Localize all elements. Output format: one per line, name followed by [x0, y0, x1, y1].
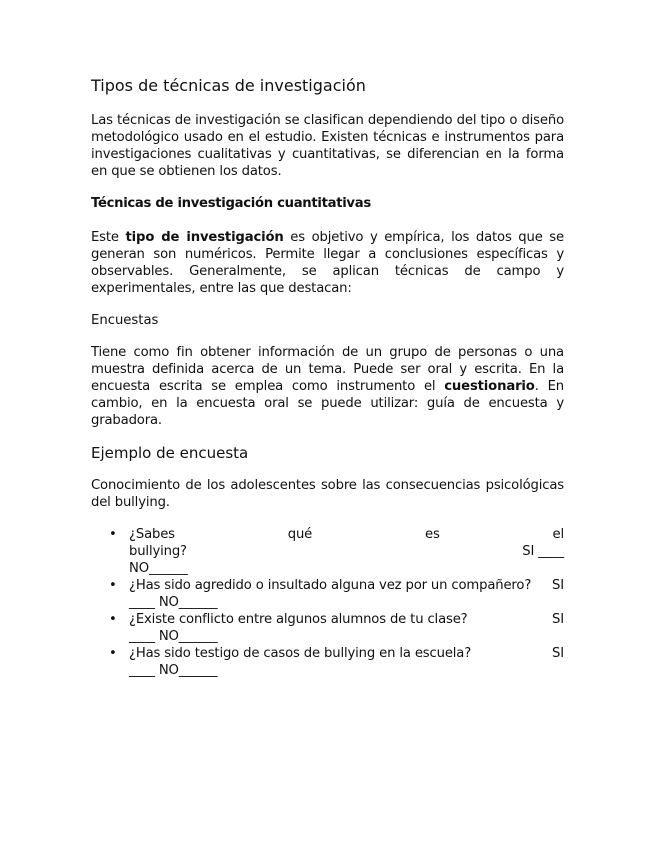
question-line [129, 543, 564, 560]
paragraph-text: . En cambio, en la encuesta oral se puede utilizar: guía de encuesta y grabadora. [91, 379, 564, 428]
paragraph-text: es objetivo y empírica, los datos que se generan son numéricos. Permite llegar a conclusiones específicas y observables. Generalmente, se aplican técnicas de campo y experimentales, entre las que destacan: [91, 230, 564, 296]
paragraph-text: Este [91, 230, 126, 245]
question-word: qué [287, 527, 313, 542]
question-word: bullying? [129, 544, 187, 559]
answer-no: ____ NO______ [129, 595, 218, 610]
answer-si: SI [552, 578, 564, 593]
answer-no: NO______ [129, 561, 188, 576]
question-line [129, 645, 564, 662]
quantitative-paragraph [91, 229, 564, 297]
question-line [129, 526, 564, 543]
question-line [129, 577, 564, 594]
question-word: es [424, 527, 440, 542]
answer-si: SI [552, 646, 564, 661]
surveys-subtitle: Encuestas [91, 313, 159, 328]
page-title: Tipos de técnicas de investigación [91, 76, 366, 95]
bullet-icon: • [109, 578, 117, 593]
paragraph-text: Tiene como fin obtener información de un grupo de personas o una muestra definida acerca de un tema. Puede ser oral y escrita. En la encuesta escrita se emplea como instrumento el [91, 345, 564, 394]
example-description: Conocimiento de los adolescentes sobre las consecuencias psicológicas del bullying. [91, 478, 564, 510]
bold-term: tipo de investigación [125, 230, 284, 245]
question-word: ¿Sabes [129, 527, 175, 542]
answer-no: ____ NO______ [129, 663, 218, 678]
list-item [91, 645, 564, 679]
answer-no: ____ NO______ [129, 629, 218, 644]
question-text: ¿Has sido testigo de casos de bullying en la escuela? [129, 646, 472, 661]
list-item [91, 526, 564, 577]
bold-term: cuestionario [444, 379, 535, 394]
example-heading: Ejemplo de encuesta [91, 444, 249, 462]
question-text: ¿Has sido agredido o insultado alguna vez por un compañero? [129, 578, 532, 593]
bullet-icon: • [109, 527, 117, 542]
answer-si: SI ____ [522, 544, 564, 559]
section-heading-quantitative: Técnicas de investigación cuantitativas [91, 196, 371, 211]
bullet-icon: • [109, 612, 117, 627]
survey-question-list [91, 526, 564, 679]
question-text: ¿Existe conflicto entre algunos alumnos de tu clase? [129, 612, 468, 627]
surveys-paragraph [91, 344, 564, 429]
question-word: el [552, 527, 564, 542]
list-item [91, 611, 564, 645]
list-item [91, 577, 564, 611]
document-content [91, 76, 564, 679]
intro-paragraph: Las técnicas de investigación se clasifican dependiendo del tipo o diseño metodológico usado en el estudio. Existen técnicas e instrumentos para investigaciones cualitativas y cuantitativas, se diferencian en la forma en que se obtienen los datos. [91, 113, 564, 179]
answer-si: SI [552, 612, 564, 627]
bullet-icon: • [109, 646, 117, 661]
question-line [129, 611, 564, 628]
